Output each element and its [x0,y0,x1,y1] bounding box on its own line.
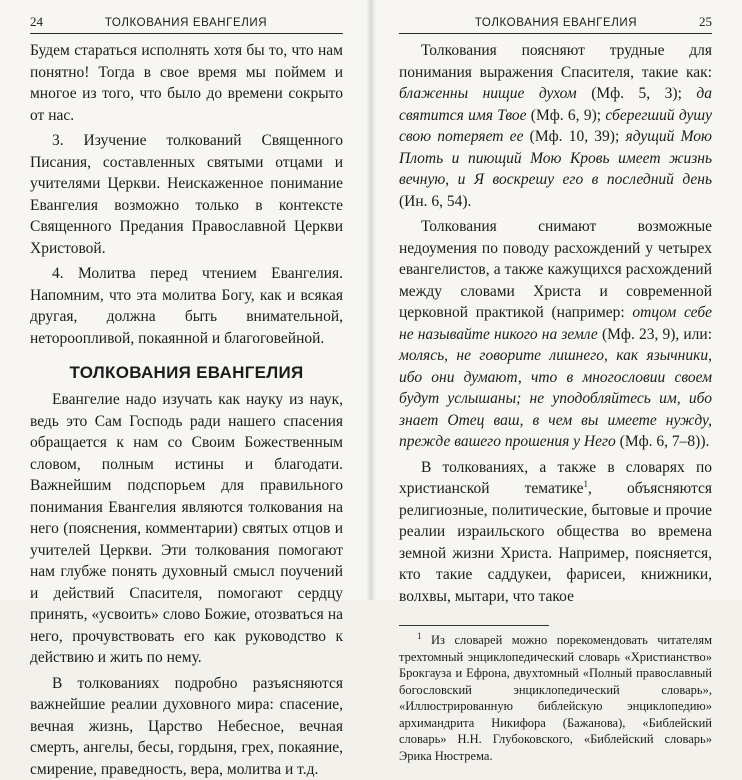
paragraph: В толкованиях подробно разъясняются важнейшие реалии духовного мира: спасение, вечная жизнь, Царство Небесное, вечная смерть, ангелы, бесы, гордыня, грех, покаяние, смирение, праведность, вера, молитва и т.д. [30,673,343,780]
left-running-title: ТОЛКОВАНИЯ ЕВАНГЕЛИЯ [105,15,267,31]
section-heading: ТОЛКОВАНИЯ ЕВАНГЕЛИЯ [30,363,343,383]
right-page-number: 25 [699,14,712,30]
right-body-text [399,40,712,607]
right-running-header [399,14,712,34]
left-page-number: 24 [30,14,43,30]
paragraph: В толкованиях, а также в словарях по христианской тематике$^1$, объясняются религиозные, политические, бытовые и прочие реалии израильского общества во времена земной жизни Христа. Например, поясняется, кто такие саддукеи, фарисеи, книжники, волхвы, мытари, что такое [399,457,712,608]
paragraph: Толкования снимают возможные недоумения по поводу расхождений у четырех евангелистов, а также кажущихся расхождений между словами Христа и современной церковной практикой (например: отцом себе не называйте никого на земле (Мф. 23, 9), или: молясь, не говорите лишнего, как язычники, ибо они думают, что в многословии своем будут услышаны; не уподобляйтесь им, ибо знает Отец ваш, в чем вы имеете нужду, прежде вашего прошения у Него (Мф. 6, 7–8)). [399,216,712,453]
footnote-reference[interactable]: 1 [584,479,589,489]
footnote-divider [399,625,549,626]
paragraph: 3. Изучение толкований Священного Писания, составленных святыми отцами и учителями Церкви. Неискаженное понимание Евангелия возможно только в контексте Священного Предания Православной Церкви Христовой. [30,130,343,259]
right-page [371,0,742,600]
paragraph: Евангелие надо изучать как науку из наук, ведь это Сам Господь ради нашего спасения обращается к нам со Своим Божественным словом, полным истины и благодати. Важнейшим подспорьем для правильного понимания Евангелия являются толкования на него (пояснения, комментарии) святых отцов и учителей Церкви. Эти толкования помогают нам глубже понять духовный смысл поучений и действий Спасителя, помогают сердцу принять, «усвоить» слово Божие, отозваться на него, прочувствовать его как руководство к действию и жить по нему. [30,389,343,669]
left-running-header [30,14,343,34]
right-running-title: ТОЛКОВАНИЯ ЕВАНГЕЛИЯ [475,15,637,31]
left-body-text [30,40,343,780]
left-page [0,0,371,600]
book-gutter [366,0,376,600]
paragraph: Будем стараться исполнять хотя бы то, что нам понятно! Тогда в свое время мы поймем и многое из того, что было до времени сокрыто от нас. [30,40,343,126]
paragraph: 4. Молитва перед чтением Евангелия. Напомним, что эта молитва Богу, как и всякая другая, должна быть внимательной, нетороопливой, покаянной и благоговейной. [30,263,343,349]
footnote: $^1$ Из словарей можно порекомендовать читателям трехтомный энциклопедический словарь «Христианство» Брокгауза и Ефрона, двухтомный «Полный православный богословский энциклопедический словарь», «Иллюстрированную библейскую энциклопедию» архимандрита Никифора (Бажанова), «Библейский словарь» Н.Н. Глубоковского, «Библейский словарь» Эрика Нюстрема. [399,632,712,764]
paragraph: Толкования поясняют трудные для понимания выражения Спасителя, такие как: блаженны нищие духом (Мф. 5, 3); да святится имя Твое (Мф. 6, 9); сберегший душу свою потеряет ее (Мф. 10, 39); ядущий Мою Плоть и пиющий Мою Кровь имеет жизнь вечную, и Я воскрешу его в последний день (Ин. 6, 54). [399,40,712,212]
